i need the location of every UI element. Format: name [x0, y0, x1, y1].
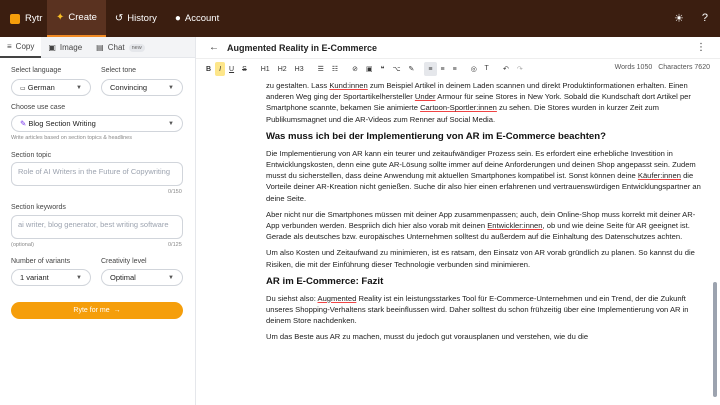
topic-counter: 0/150 — [168, 189, 182, 195]
topic-label: Section topic — [11, 152, 52, 159]
arrow-right-icon: → — [113, 307, 121, 314]
tab-image[interactable] — [41, 37, 89, 58]
image-icon: ▣ — [48, 43, 56, 52]
nav-account-label: Account — [184, 13, 220, 24]
paragraph: Um das Beste aus AR zu machen, musst du jedoch gut vorausplanen und verstehen, wie du die — [266, 332, 589, 342]
paragraph: Aber nicht nur die Smartphones müssen mit deiner App zusammenpassen; auch, dein Online-Shop muss korrekt mit deiner AR-App verbunden werden. Bespriich dich hier also vorab mit deinen Entwickler:innen, ob und wie deine Seite für AR geeignet ist. Gerade als deutsches bzw. europäisches Unternehmen solltest du außerdem auf die Einhaltung des Datenschutzes achten. — [266, 209, 696, 242]
variants-label: Number of variants — [11, 258, 71, 265]
keywords-counter: 0/125 — [168, 242, 182, 248]
tone-value: Convincing — [110, 83, 148, 92]
chevron-down-icon: ▼ — [76, 274, 82, 281]
ryte-for-me-button[interactable] — [11, 302, 183, 319]
undo-icon[interactable]: ↶ — [503, 66, 509, 73]
tab-copy[interactable] — [0, 37, 41, 58]
usecase-icon: ✎ — [20, 119, 27, 128]
paragraph: Die Implementierung von AR kann ein teurer und zeitaufwändiger Prozess sein. Es erfordert eine erhebliche Investition in Entwicklungskosten, denn eine gute AR-Lösung sollte immer auf deine Anforderungen und deinen Shop angepasst sein. Zudem musst du sicherstellen, dass deine Anwendung mit aktuellen Smartphones kompatibel ist. Sonst können deine Käufer:innen die Vorteile deiner AR-Kreation nicht genießen. Suche dir also hier einen erfahrenen und vertrauenswürdigen Entwicklungspartner an deine Seite. — [266, 148, 701, 203]
back-arrow-icon[interactable]: ← — [209, 42, 219, 53]
chevron-down-icon: ▼ — [76, 84, 82, 91]
generator-panel — [0, 37, 196, 405]
highlight-icon[interactable]: ◎ — [470, 66, 477, 73]
section-heading: Was muss ich bei der Implementierung von AR im E-Commerce beachten? — [266, 130, 606, 142]
keywords-optional: (optional) — [11, 242, 34, 248]
spell-flag[interactable]: Augmented — [317, 293, 357, 303]
chat-icon: ▤ — [96, 43, 104, 52]
italic-button[interactable]: I — [215, 62, 225, 76]
paragraph: zu gestalten. Lass Kund:innen zum Beispiel Artikel in deinem Laden scannen und direkt Produktinformationen erhalten. Einen anderen Weg ging der Sportartikelhersteller Under Armour für seine Stores in New York. Sobald die Kundschaft dort Artikel per Smartphone scannte, bekamen Sie animierte Cartoon-Sportler:innen zu sehen. Die Stores wurden in kurzer Zeit zum Publikumsmagnet und die AR-Videos zum Renner auf Social Media. — [266, 81, 691, 124]
creativity-label: Creativity level — [101, 258, 147, 265]
tab-image-label: Image — [59, 43, 83, 52]
nav-history-label: History — [127, 13, 157, 24]
sparkle-icon: ✦ — [56, 12, 65, 23]
help-icon[interactable]: ? — [701, 12, 708, 24]
numbered-list-icon[interactable]: ☷ — [331, 66, 339, 73]
align-center-icon[interactable]: ≡ — [440, 65, 445, 73]
history-icon: ↺ — [114, 13, 124, 24]
usecase-label: Choose use case — [11, 104, 66, 111]
language-select[interactable] — [11, 79, 91, 96]
pen-icon[interactable]: ✎ — [408, 66, 415, 73]
user-icon: ● — [174, 13, 181, 24]
align-left-icon[interactable]: ≡ — [424, 62, 436, 76]
h1-button[interactable]: H1 — [260, 65, 270, 73]
tab-chat-label: Chat — [107, 43, 125, 52]
usecase-hint: Write articles based on section topics & headlines — [11, 135, 132, 141]
bullet-list-icon[interactable]: ☰ — [317, 66, 324, 73]
h2-button[interactable]: H2 — [277, 65, 287, 73]
paragraph: Du siehst also: Augmented Reality ist ein leistungsstarkes Tool für E-Commerce-Unternehmen und ein Trend, der die Zukunft unseres Shopping-Verhaltens stark beeinflussen wird. Daher solltest du schon frühzeitig über eine Implementierung von AR in deinem Store nachdenken. — [266, 293, 689, 326]
rytr-logo-icon — [10, 14, 20, 24]
spell-flag[interactable]: Kund:innen — [329, 81, 368, 90]
top-right-actions — [674, 12, 708, 25]
brand-name: Rytr — [25, 13, 43, 24]
keywords-input[interactable]: ai writer, blog generator, best writing software — [11, 215, 183, 239]
nav-account[interactable] — [166, 0, 228, 37]
lines-icon: ≡ — [7, 42, 12, 51]
h3-button[interactable]: H3 — [294, 65, 304, 73]
document-title: Augmented Reality in E-Commerce — [227, 42, 378, 53]
editor-scrollbar[interactable] — [713, 282, 717, 397]
keywords-label: Section keywords — [11, 204, 66, 211]
word-count: Words 1050 — [614, 64, 653, 71]
variants-value: 1 variant — [20, 273, 49, 282]
tone-select[interactable] — [101, 79, 183, 96]
spell-flag[interactable]: Under — [414, 92, 436, 102]
redo-icon[interactable]: ↷ — [516, 66, 523, 73]
creativity-select[interactable] — [101, 269, 183, 286]
creativity-value: Optimal — [110, 273, 136, 282]
tab-chat[interactable] — [89, 37, 152, 58]
language-flag-icon: ▭ — [20, 86, 26, 92]
section-heading: AR im E-Commerce: Fazit — [266, 275, 384, 287]
spell-flag[interactable]: Käufer:innen — [637, 171, 681, 181]
tab-copy-label: Copy — [15, 42, 35, 51]
nav-history[interactable] — [106, 0, 166, 37]
more-options-icon[interactable]: ⋮ — [696, 42, 706, 53]
usecase-select[interactable] — [11, 115, 183, 132]
tone-label: Select tone — [101, 67, 137, 74]
bold-button[interactable]: B — [206, 65, 212, 73]
usecase-value: Blog Section Writing — [28, 119, 96, 128]
document-stats — [615, 64, 710, 71]
new-badge: new — [129, 44, 145, 52]
topic-input[interactable]: Role of AI Writers in the Future of Copywriting — [11, 162, 183, 186]
editor-content[interactable] — [196, 80, 712, 405]
spell-flag[interactable]: Cartoon-Sportler:innen — [420, 103, 497, 113]
image-insert-icon[interactable]: ▣ — [366, 66, 373, 73]
code-icon[interactable]: ⌥ — [392, 66, 401, 73]
character-count: Characters 7620 — [658, 64, 710, 71]
language-value: German — [27, 83, 55, 92]
unlink-icon[interactable]: ⊘ — [352, 66, 359, 73]
chevron-down-icon: ▼ — [168, 274, 174, 281]
clear-format-icon[interactable]: Ꭲ — [484, 65, 490, 72]
mode-tabs — [0, 37, 195, 58]
quote-icon[interactable]: ❝ — [380, 66, 385, 73]
ryte-button-label: Ryte for me — [73, 307, 110, 314]
top-navigation — [0, 0, 720, 37]
theme-toggle-icon[interactable]: ☀ — [674, 13, 684, 25]
nav-create[interactable] — [47, 0, 106, 37]
chevron-down-icon: ▼ — [168, 120, 174, 127]
language-label: Select language — [11, 67, 62, 74]
paragraph: Um also Kosten und Zeitaufwand zu minimieren, ist es ratsam, den Einsatz von AR vorab gründlich zu planen. So kannst du die Risiken, die mit der Einführung dieser Technologie verbunden sind minimieren. — [266, 248, 695, 269]
chevron-down-icon: ▼ — [168, 84, 174, 91]
nav-create-label: Create — [68, 12, 97, 23]
spell-flag[interactable]: Entwickler:innen — [487, 221, 543, 231]
variants-select[interactable] — [11, 269, 91, 286]
align-right-icon[interactable]: ≡ — [452, 65, 457, 73]
strike-button[interactable]: S — [242, 65, 247, 73]
editor-toolbar — [196, 61, 720, 77]
underline-button[interactable]: U — [229, 65, 235, 73]
editor-header — [196, 37, 720, 59]
brand[interactable] — [0, 13, 47, 24]
